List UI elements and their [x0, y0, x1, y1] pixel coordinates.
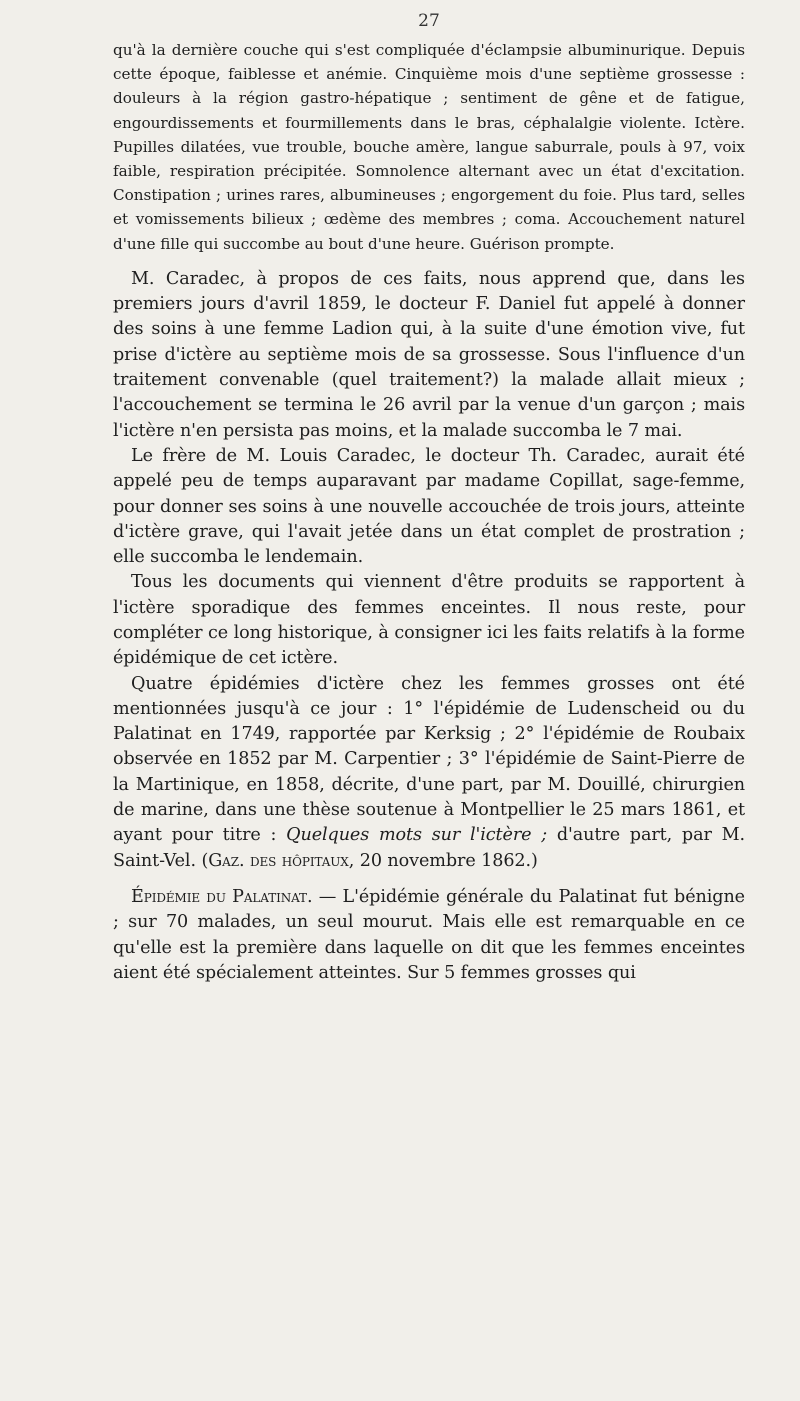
paragraph-text: M. Caradec, à propos de ces faits, nous apprend que, dans les premiers jours d'avril 1859, le docteur F. Daniel fut appelé à donner des soins à une femme Ladion qui, à la suite d'une émotion vive, fut prise d'ictère au septième mois de sa grossesse. Sous l'influence d'un traitement convenable (quel traitement?) la malade allait mieux ; l'accouchement se termina le 26 avril par la venue d'un garçon ; mais l'ictère n'en persista pas moins, et la malade succomba le 7 mai. [113, 268, 745, 441]
thesis-title: Quelques mots sur l'ictère ; [286, 825, 548, 846]
paragraph-palatinat-epidemic [113, 885, 745, 986]
paragraph-four-epidemics [113, 672, 745, 874]
page-number: 27 [418, 11, 440, 31]
paragraph-text: Quatre épidémies d'ictère chez les femmes grosses ont été mentionnées jusqu'à ce jour : 1° l'épidémie de Ludenscheid ou du Palatinat en 1749, rapportée par Kerksig ; 2° l'épidémie de Roubaix observée en 1852 par M. Carpentier ; 3° l'épidémie de Saint-Pierre de la Martinique, en 1858, décrite, d'une part, par M. Douillé, chirurgien de marine, dans une thèse soutenue à Montpellier le 25 mars 1861, et ayant pour titre : [113, 673, 745, 846]
section-heading: Épidémie du Palatinat. [131, 886, 313, 907]
paragraph-text: qu'à la dernière couche qui s'est compliquée d'éclampsie albuminurique. Depuis cette époque, faiblesse et anémie. Cinquième mois d'une septième grossesse : douleurs à la région gastro-hépatique ; sentiment de gêne et de fatigue, engourdissements et fourmillements dans le bras, céphalalgie violente. Ictère. Pupilles dilatées, vue trouble, bouche amère, langue saburrale, pouls à 97, voix faible, respiration précipitée. Somnolence alternant avec un état d'excitation. Constipation ; urines rares, albumineuses ; engorgement du foie. Plus tard, selles et vomissements bilieux ; œdème des membres ; coma. Accouchement naturel d'une fille qui succombe au bout d'une heure. Guérison prompte. [113, 41, 745, 253]
paragraph-case-history [113, 38, 745, 256]
paragraph-text: d'autre part, par M. Saint-Vel. ( [113, 825, 745, 871]
journal-reference: Gaz. des hôpitaux [208, 850, 349, 871]
paragraph-text: Tous les documents qui viennent d'être produits se rapportent à l'ictère sporadique des femmes enceintes. Il nous reste, pour compléter ce long historique, à consigner ici les faits relatifs à la forme épidémique de cet ictère. [113, 572, 745, 669]
paragraph-brother-case [113, 444, 745, 570]
paragraph-sporadic-summary [113, 570, 745, 671]
paragraph-text: , 20 novembre 1862.) [348, 850, 538, 871]
paragraph-text: — L'épidémie générale du Palatinat fut bénigne ; sur 70 malades, un seul mourut. Mais elle est remarquable en ce qu'elle est la première dans laquelle on dit que les femmes enceintes aient été spécialement atteintes. Sur 5 femmes grosses qui [113, 886, 745, 983]
paragraph-text: Le frère de M. Louis Caradec, le docteur Th. Caradec, aurait été appelé peu de temps auparavant par madame Copillat, sage-femme, pour donner ses soins à une nouvelle accouchée de trois jours, atteinte d'ictère grave, qui l'avait jetée dans un état complet de prostration ; elle succomba le lendemain. [113, 445, 745, 568]
document-page [113, 10, 745, 986]
paragraph-caradec-report [113, 267, 745, 444]
